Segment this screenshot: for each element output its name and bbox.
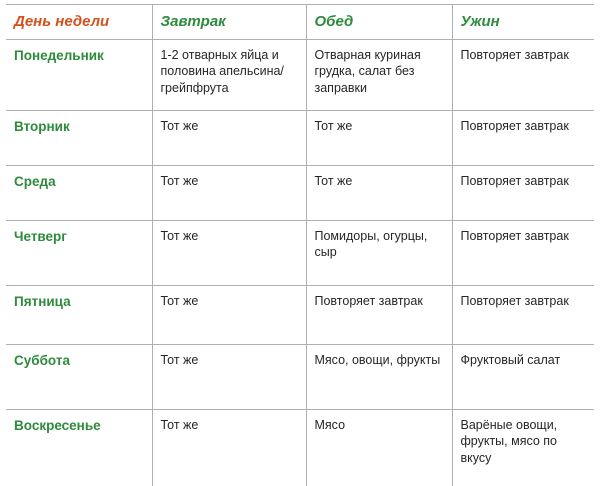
cell-dinner: Фруктовый салат bbox=[452, 344, 594, 409]
table-row bbox=[6, 165, 594, 220]
cell-lunch: Помидоры, огурцы, сыр bbox=[306, 220, 452, 285]
table-header-row bbox=[6, 5, 594, 40]
cell-dinner: Повторяет завтрак bbox=[452, 220, 594, 285]
cell-breakfast: Тот же bbox=[152, 220, 306, 285]
weekly-diet-table bbox=[6, 4, 594, 486]
cell-lunch: Мясо bbox=[306, 409, 452, 486]
cell-breakfast: Тот же bbox=[152, 165, 306, 220]
table-header bbox=[6, 5, 594, 40]
cell-lunch: Тот же bbox=[306, 165, 452, 220]
table-row bbox=[6, 409, 594, 486]
table-row bbox=[6, 344, 594, 409]
cell-breakfast: 1-2 отварных яйца и половина апельсина/грейпфрута bbox=[152, 39, 306, 110]
cell-dinner: Повторяет завтрак bbox=[452, 165, 594, 220]
cell-day: Понедельник bbox=[6, 39, 152, 110]
cell-dinner: Варёные овощи, фрукты, мясо по вкусу bbox=[452, 409, 594, 486]
cell-lunch: Мясо, овощи, фрукты bbox=[306, 344, 452, 409]
cell-day: Вторник bbox=[6, 110, 152, 165]
cell-day: Воскресенье bbox=[6, 409, 152, 486]
cell-dinner: Повторяет завтрак bbox=[452, 110, 594, 165]
cell-breakfast: Тот же bbox=[152, 344, 306, 409]
column-header-lunch: Обед bbox=[306, 5, 452, 40]
cell-breakfast: Тот же bbox=[152, 409, 306, 486]
cell-lunch: Повторяет завтрак bbox=[306, 285, 452, 344]
cell-breakfast: Тот же bbox=[152, 110, 306, 165]
cell-lunch: Отварная куриная грудка, салат без заправки bbox=[306, 39, 452, 110]
cell-breakfast: Тот же bbox=[152, 285, 306, 344]
cell-day: Четверг bbox=[6, 220, 152, 285]
column-header-breakfast: Завтрак bbox=[152, 5, 306, 40]
column-header-day: День недели bbox=[6, 5, 152, 40]
column-header-dinner: Ужин bbox=[452, 5, 594, 40]
cell-day: Пятница bbox=[6, 285, 152, 344]
cell-day: Среда bbox=[6, 165, 152, 220]
cell-dinner: Повторяет завтрак bbox=[452, 285, 594, 344]
table-row bbox=[6, 110, 594, 165]
table-row bbox=[6, 220, 594, 285]
cell-dinner: Повторяет завтрак bbox=[452, 39, 594, 110]
table-body bbox=[6, 39, 594, 486]
table-row bbox=[6, 285, 594, 344]
cell-lunch: Тот же bbox=[306, 110, 452, 165]
table-row bbox=[6, 39, 594, 110]
cell-day: Суббота bbox=[6, 344, 152, 409]
